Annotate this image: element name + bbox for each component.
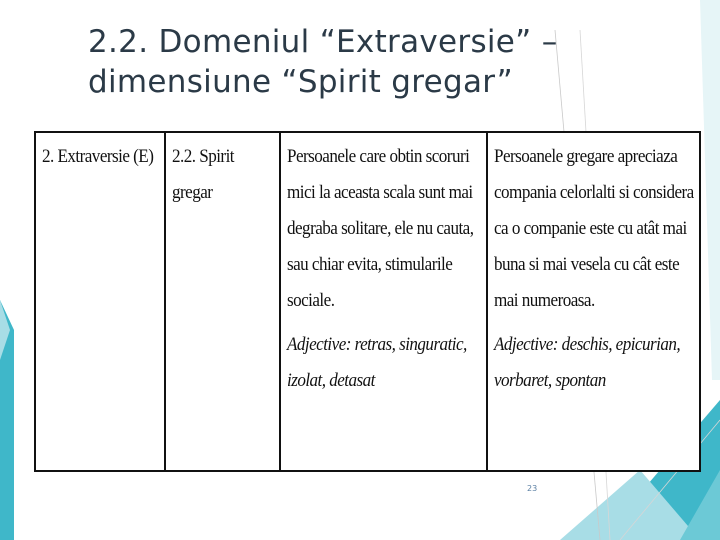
facet-text: 2.2. Spirit gregar (172, 146, 235, 203)
table-cell-facet (165, 132, 280, 471)
right-accent-shape-4 (700, 0, 720, 380)
table-row (35, 132, 700, 471)
domain-text: 2. Extraversie (E) (42, 146, 154, 167)
content-table (34, 131, 701, 472)
content-table-image (34, 131, 699, 472)
table-cell-domain (35, 132, 165, 471)
page-number: 23 (527, 484, 538, 493)
table-cell-low-score (280, 132, 487, 471)
slide-title: 2.2. Domeniul “Extraversie” – dimensiune “Spirit gregar” (88, 24, 558, 100)
high-score-description: Persoanele gregare apreciaza compania celorlalti si considera ca o companie este cu atât mai buna si mai vesela cu cât este mai numeroasa. (494, 146, 694, 311)
table-cell-high-score (487, 132, 700, 471)
high-score-adjectives: Adjective: deschis, epicurian, vorbaret, spontan (494, 334, 681, 391)
low-score-adjectives: Adjective: retras, singuratic, izolat, detasat (287, 334, 467, 391)
low-score-description: Persoanele care obtin scoruri mici la aceasta scala sunt mai degraba solitare, ele nu cauta, sau chiar evita, stimularile sociale. (287, 146, 474, 311)
